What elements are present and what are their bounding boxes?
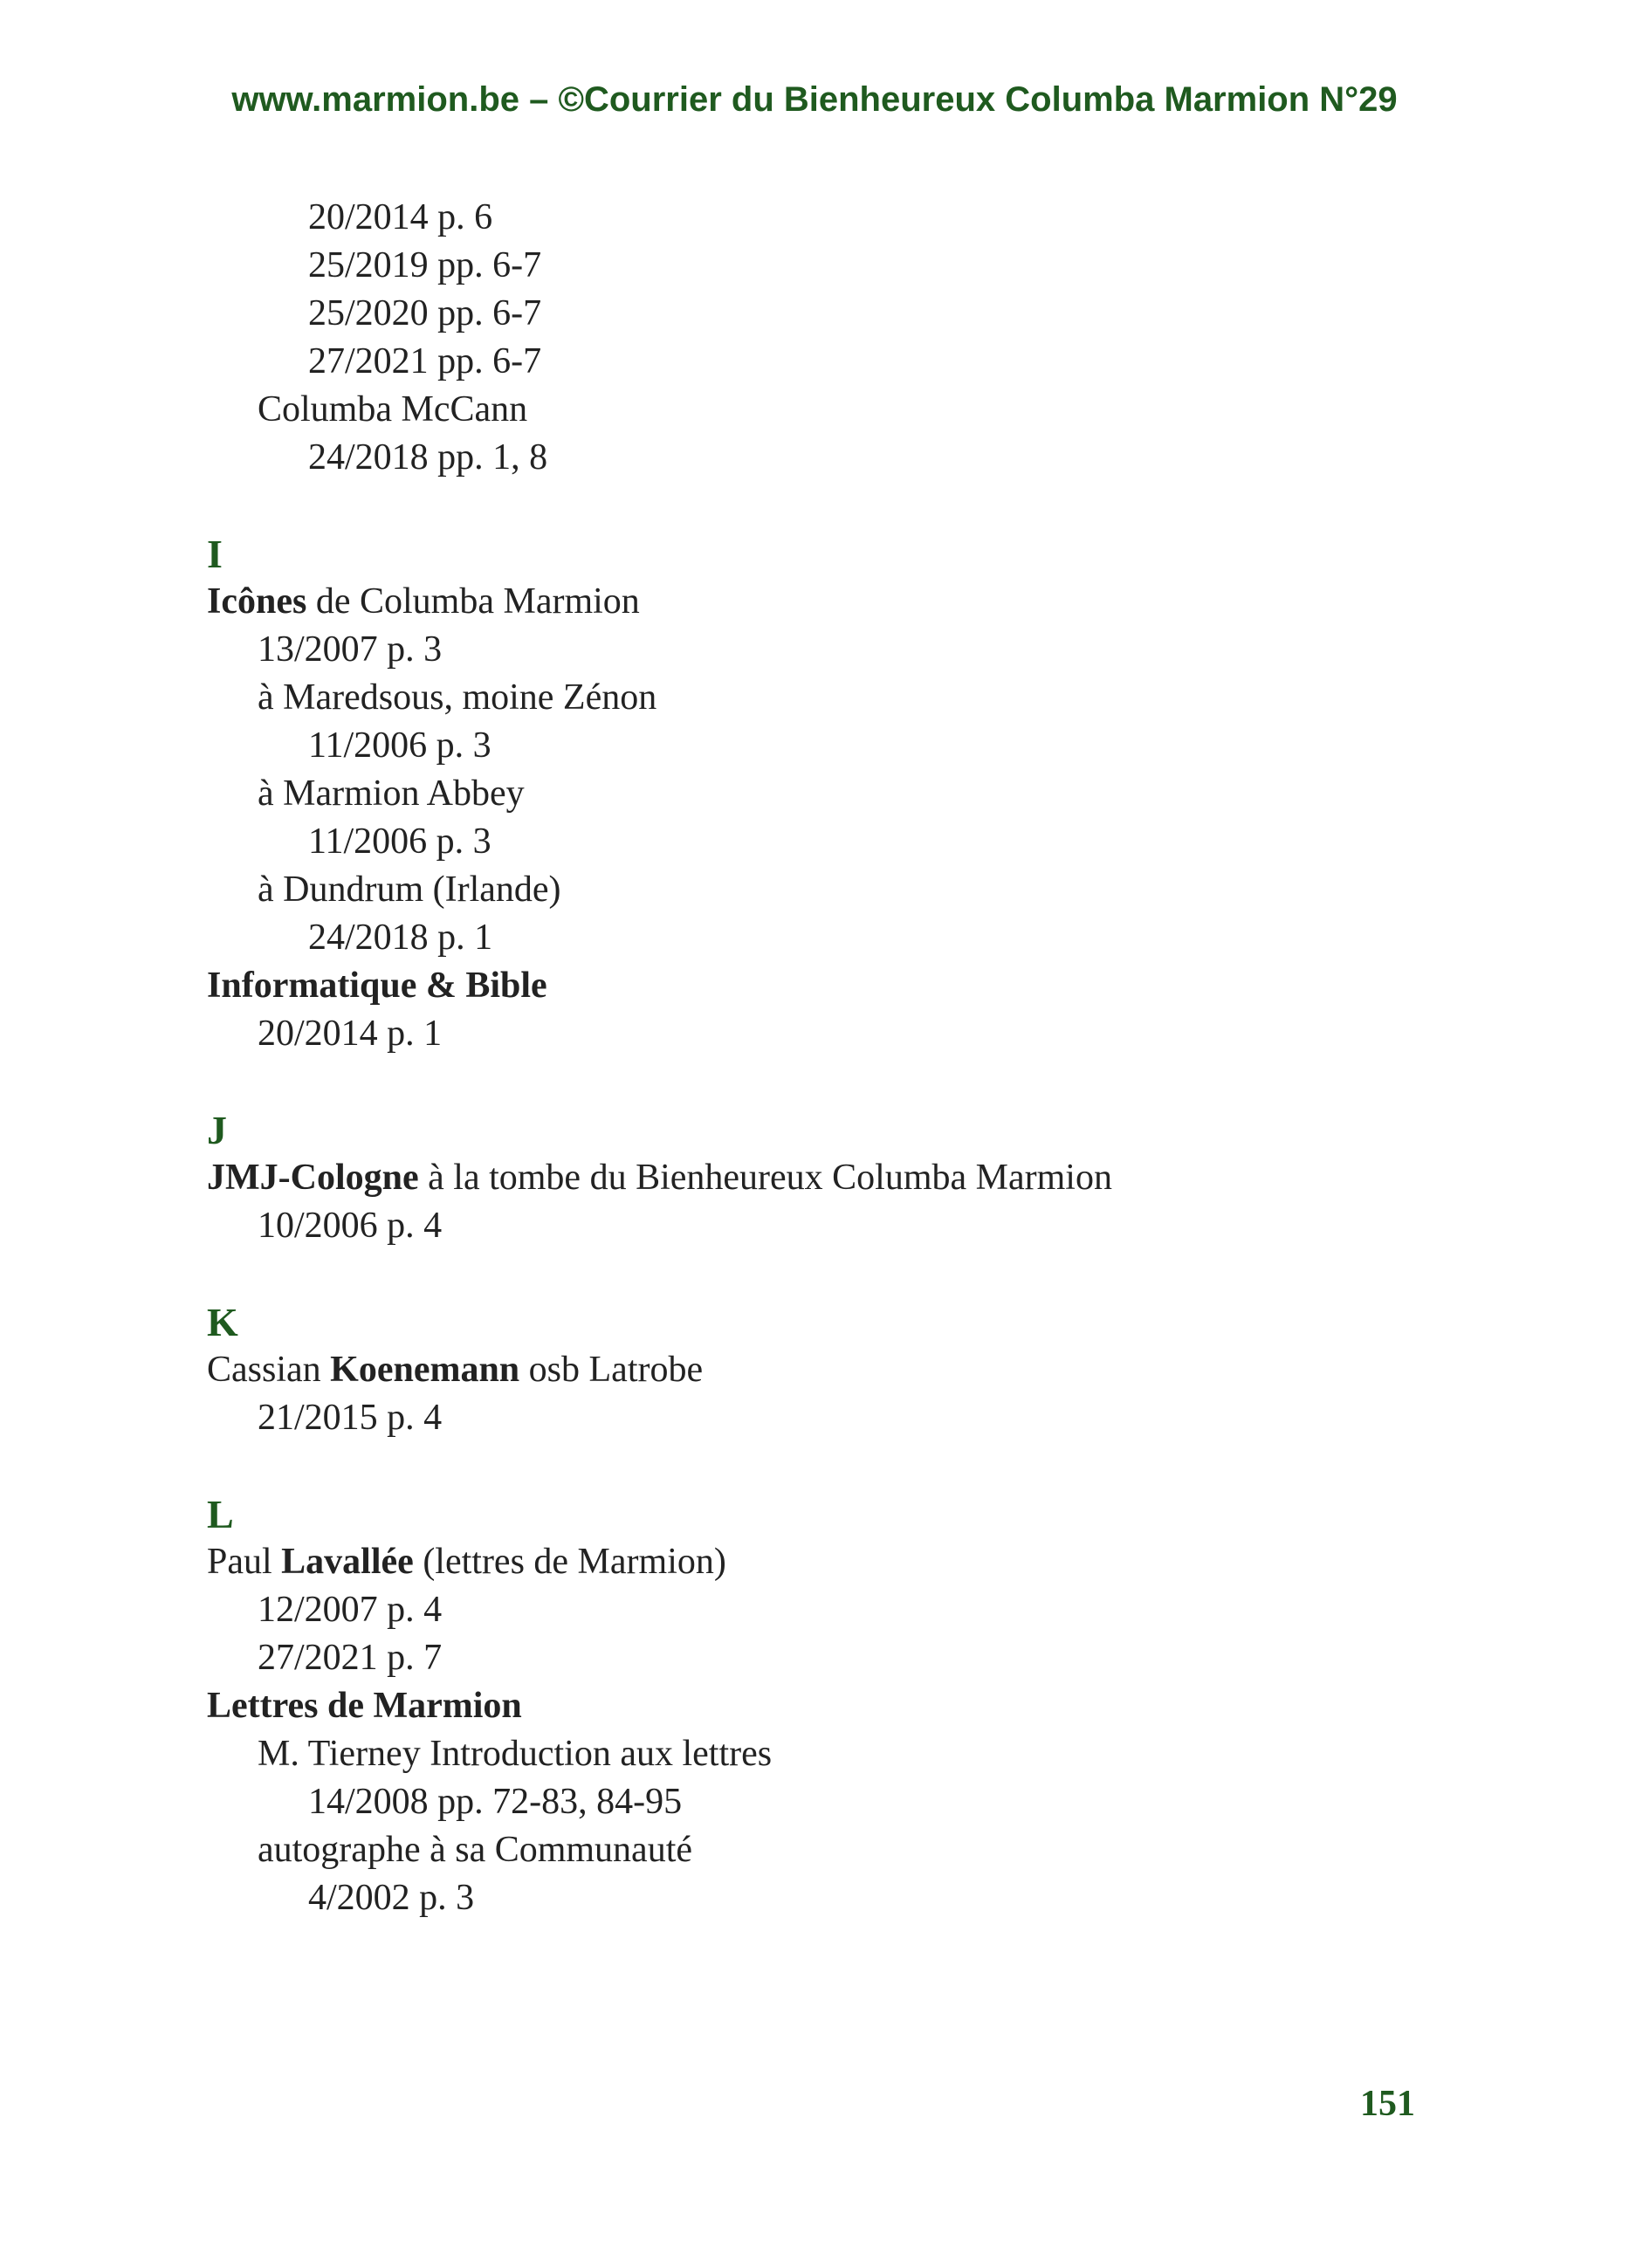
index-reference: 24/2018 p. 1 bbox=[308, 918, 493, 958]
index-subentry: à Dundrum (Irlande) bbox=[258, 869, 561, 910]
index-entry-lavallee bbox=[207, 1538, 1516, 1586]
index-subentry: autographe à sa Communauté bbox=[258, 1830, 693, 1870]
index-subentry: à Marmion Abbey bbox=[258, 773, 525, 814]
index-reference: 4/2002 p. 3 bbox=[308, 1878, 475, 1918]
entry-rest: osb Latrobe bbox=[519, 1350, 704, 1390]
section-letter-l: L bbox=[207, 1492, 234, 1536]
index-reference: 25/2020 pp. 6-7 bbox=[308, 293, 542, 333]
index-subentry: Columba McCann bbox=[258, 389, 528, 430]
index-reference: 25/2019 pp. 6-7 bbox=[308, 245, 542, 285]
entry-term: Koenemann bbox=[330, 1350, 520, 1390]
entry-term: Icônes bbox=[207, 581, 307, 622]
entry-term: JMJ-Cologne bbox=[207, 1158, 419, 1198]
index-entry-jmj bbox=[207, 1154, 1516, 1202]
index-entry-informatique: Informatique & Bible bbox=[207, 966, 547, 1006]
entry-rest: (lettres de Marmion) bbox=[413, 1542, 726, 1582]
spacer bbox=[207, 1442, 1516, 1490]
index-reference: 20/2014 p. 6 bbox=[308, 197, 493, 237]
index-content bbox=[207, 194, 1516, 1922]
index-reference: 24/2018 pp. 1, 8 bbox=[308, 437, 548, 478]
index-entry-icones bbox=[207, 578, 1516, 626]
section-letter-j: J bbox=[207, 1108, 227, 1152]
page-number: 151 bbox=[1360, 2084, 1415, 2124]
spacer bbox=[207, 482, 1516, 530]
index-reference: 21/2015 p. 4 bbox=[258, 1398, 443, 1438]
entry-prefix: Cassian bbox=[207, 1350, 331, 1390]
index-subentry: à Maredsous, moine Zénon bbox=[258, 677, 657, 718]
index-reference: 27/2021 pp. 6-7 bbox=[308, 341, 542, 381]
index-reference: 27/2021 p. 7 bbox=[258, 1638, 443, 1678]
entry-rest: à la tombe du Bienheureux Columba Marmion bbox=[418, 1158, 1112, 1198]
index-entry-koenemann bbox=[207, 1346, 1516, 1394]
index-reference: 14/2008 pp. 72-83, 84-95 bbox=[308, 1782, 683, 1822]
page-header: www.marmion.be – ©Courrier du Bienheureux Columba Marmion N°29 bbox=[231, 80, 1398, 119]
index-reference: 10/2006 p. 4 bbox=[258, 1206, 443, 1246]
spacer bbox=[207, 1058, 1516, 1106]
index-reference: 13/2007 p. 3 bbox=[258, 629, 443, 670]
section-letter-i: I bbox=[207, 532, 223, 576]
index-entry-lettres: Lettres de Marmion bbox=[207, 1686, 522, 1726]
index-subentry: M. Tierney Introduction aux lettres bbox=[258, 1734, 773, 1774]
entry-rest: de Columba Marmion bbox=[306, 581, 640, 622]
index-reference: 11/2006 p. 3 bbox=[308, 725, 491, 766]
entry-prefix: Paul bbox=[207, 1542, 282, 1582]
entry-term: Lavallée bbox=[281, 1542, 414, 1582]
index-reference: 11/2006 p. 3 bbox=[308, 821, 491, 862]
index-reference: 20/2014 p. 1 bbox=[258, 1014, 443, 1054]
spacer bbox=[207, 1250, 1516, 1298]
section-letter-k: K bbox=[207, 1300, 238, 1344]
index-reference: 12/2007 p. 4 bbox=[258, 1590, 443, 1630]
